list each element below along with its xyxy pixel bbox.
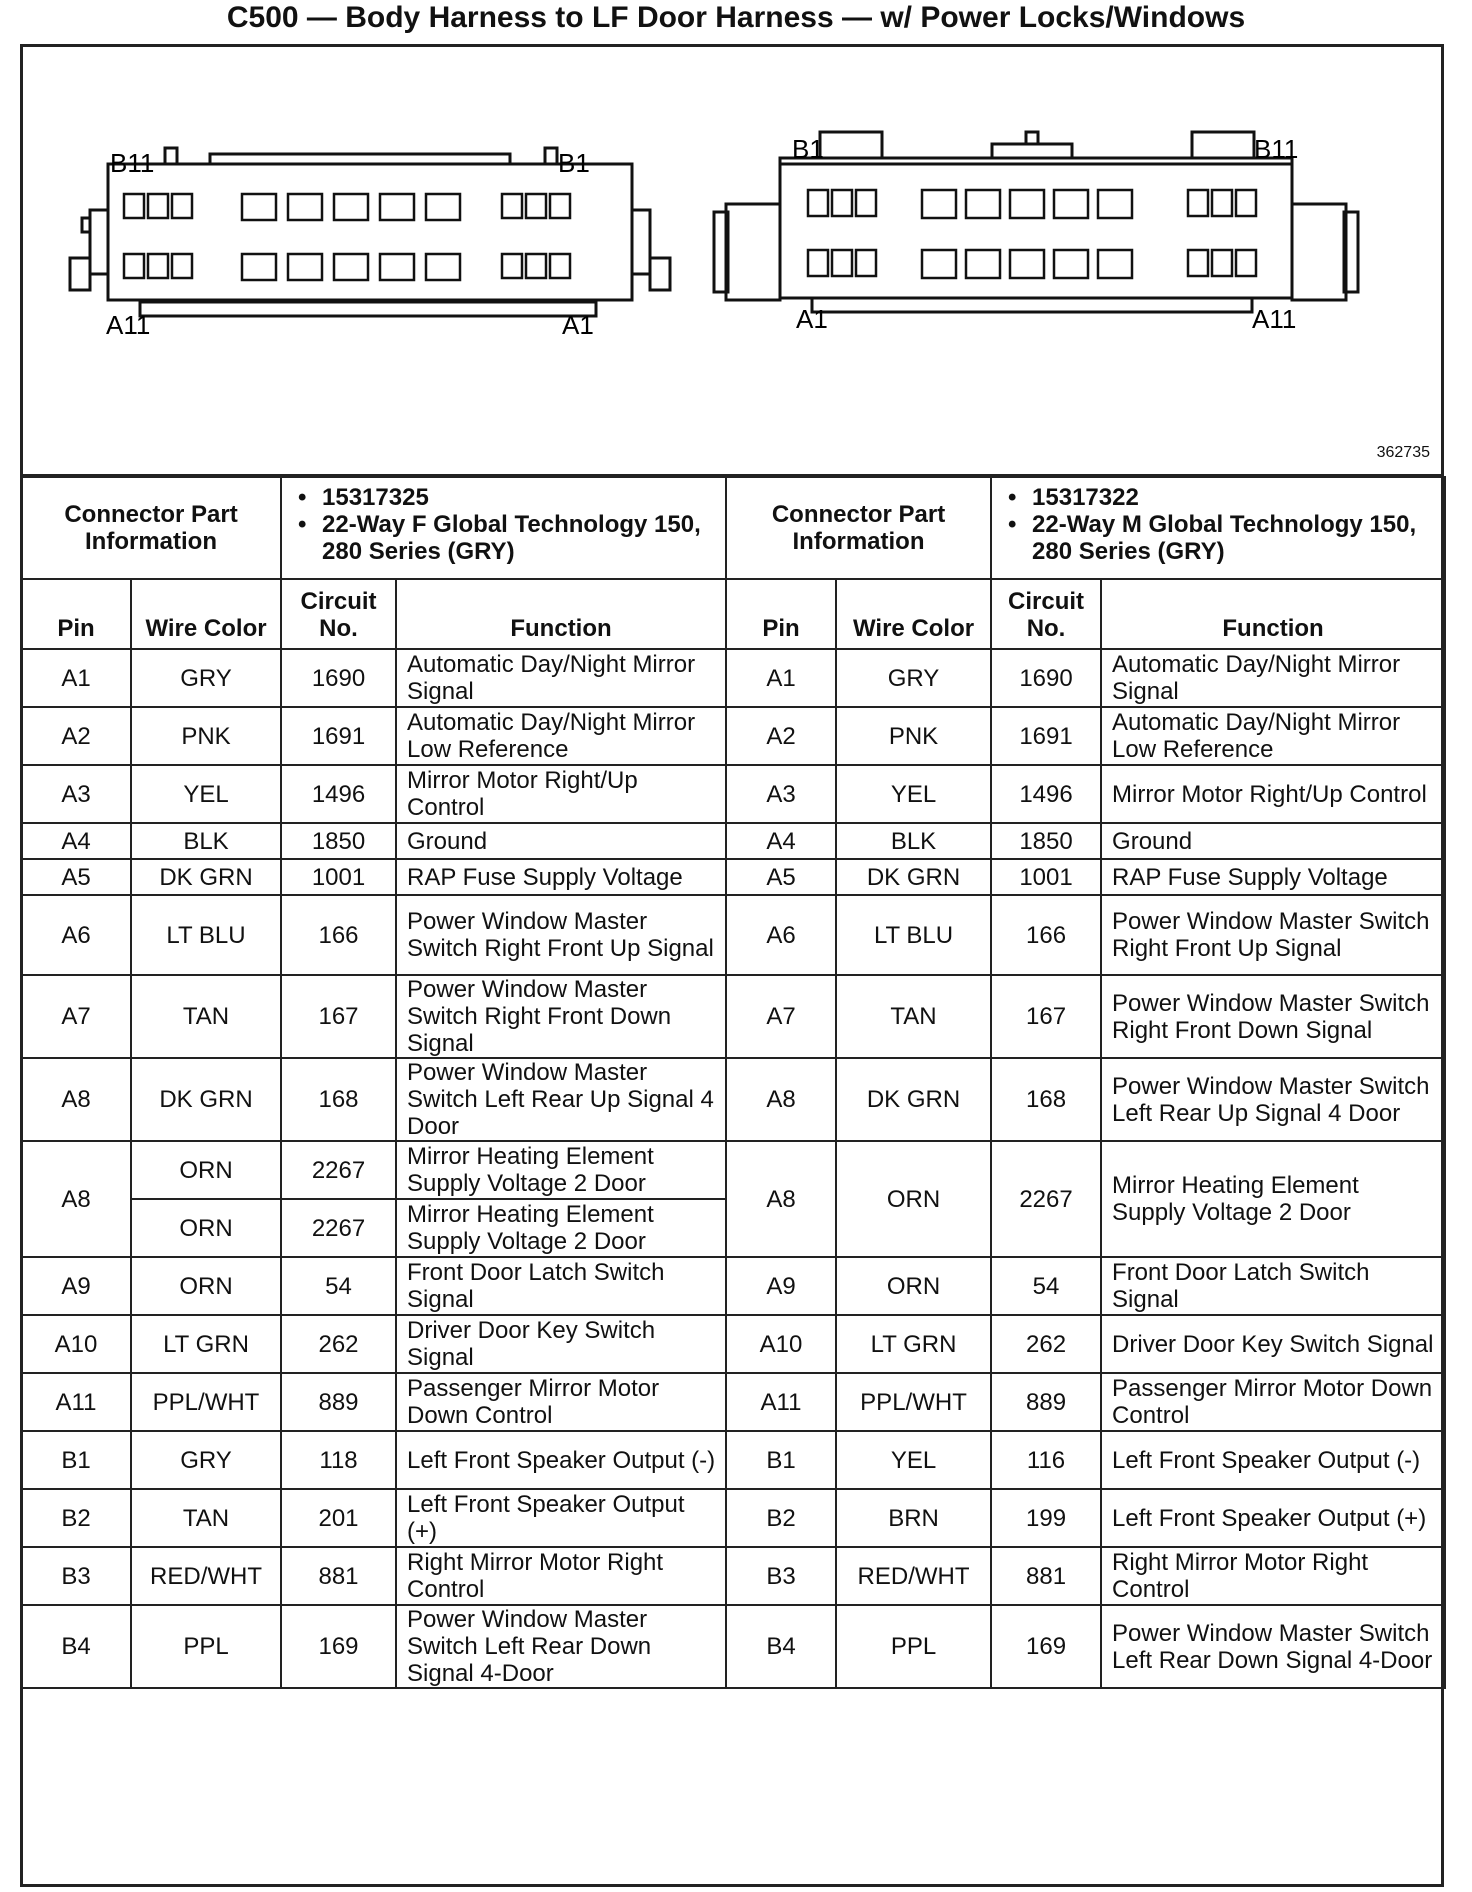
table-row (21, 1431, 1445, 1489)
wire-color-cell-right: ORN (836, 1141, 991, 1257)
fem-label-a1: A1 (562, 310, 594, 340)
circuit-cell: 2267 (281, 1199, 396, 1257)
wire-color-cell-right: BLK (836, 823, 991, 859)
wire-color-cell: GRY (131, 649, 281, 707)
circuit-cell-right: 166 (991, 895, 1101, 975)
circuit-cell-right: 1691 (991, 707, 1101, 765)
pin-cell-right: A1 (726, 649, 836, 707)
cavity (334, 254, 368, 280)
circuit-cell: 1691 (281, 707, 396, 765)
cavity (288, 254, 322, 280)
wire-color-cell: ORN (131, 1257, 281, 1315)
table-row (21, 1489, 1445, 1547)
male-label-b11: B11 (1254, 134, 1299, 164)
table-row (21, 1315, 1445, 1373)
pin-cell: A1 (21, 649, 131, 707)
function-cell: Left Front Speaker Output (-) (396, 1431, 726, 1489)
wire-color-cell: YEL (131, 765, 281, 823)
header-wire-color: Wire Color (131, 579, 281, 649)
circuit-cell: 201 (281, 1489, 396, 1547)
circuit-cell: 1850 (281, 823, 396, 859)
wire-color-cell: ORN (131, 1199, 281, 1257)
function-cell: Left Front Speaker Output (+) (396, 1489, 726, 1547)
circuit-cell: 1690 (281, 649, 396, 707)
cavity (1010, 250, 1044, 278)
wire-color-cell: TAN (131, 975, 281, 1058)
circuit-cell: 262 (281, 1315, 396, 1373)
male-label-b1: B1 (792, 134, 824, 164)
cavity (124, 194, 144, 218)
circuit-cell: 2267 (281, 1141, 396, 1199)
pin-cell: A3 (21, 765, 131, 823)
cavity (550, 254, 570, 278)
header-pin: Pin (21, 579, 131, 649)
function-cell-right: Front Door Latch Switch Signal (1101, 1257, 1445, 1315)
function-cell: Ground (396, 823, 726, 859)
fem-label-a11: A11 (106, 310, 151, 340)
cavity (1098, 250, 1132, 278)
table-row (21, 823, 1445, 859)
function-cell-right: Right Mirror Motor Right Control (1101, 1547, 1445, 1605)
pin-cell: B4 (21, 1605, 131, 1688)
pin-cell: B2 (21, 1489, 131, 1547)
header-function: Function (396, 579, 726, 649)
wire-color-cell: TAN (131, 1489, 281, 1547)
wire-color-cell: RED/WHT (131, 1547, 281, 1605)
header-pin-right: Pin (726, 579, 836, 649)
circuit-cell-right: 262 (991, 1315, 1101, 1373)
cavity (856, 190, 876, 216)
function-cell-right: Driver Door Key Switch Signal (1101, 1315, 1445, 1373)
pin-cell-right: A7 (726, 975, 836, 1058)
function-cell-right: Automatic Day/Night Mirror Low Reference (1101, 707, 1445, 765)
cavity (1188, 190, 1208, 216)
function-cell: Power Window Master Switch Left Rear Up Signal 4 Door (396, 1058, 726, 1141)
pin-cell: A5 (21, 859, 131, 895)
male-part-number: • 15317322 (1032, 484, 1438, 511)
wire-color-cell: DK GRN (131, 859, 281, 895)
pin-cell: A6 (21, 895, 131, 975)
function-cell: Mirror Heating Element Supply Voltage 2 Door (396, 1199, 726, 1257)
wire-color-cell-right: PPL/WHT (836, 1373, 991, 1431)
circuit-cell: 166 (281, 895, 396, 975)
connector-info-female (281, 477, 726, 579)
cavity (288, 194, 322, 220)
pin-cell-right: A8 (726, 1058, 836, 1141)
pin-cell: A8 (21, 1058, 131, 1141)
pin-cell-right: A3 (726, 765, 836, 823)
wire-color-cell-right: DK GRN (836, 1058, 991, 1141)
wire-color-cell: ORN (131, 1141, 281, 1199)
cavity (148, 254, 168, 278)
pin-cell-right: A5 (726, 859, 836, 895)
male-cavities (808, 190, 1256, 278)
wire-color-cell-right: LT GRN (836, 1315, 991, 1373)
circuit-cell: 1496 (281, 765, 396, 823)
header-circuit-right: Circuit No. (991, 579, 1101, 649)
function-cell-right: Automatic Day/Night Mirror Signal (1101, 649, 1445, 707)
cavity (172, 194, 192, 218)
function-cell-right: Left Front Speaker Output (-) (1101, 1431, 1445, 1489)
cavity (334, 194, 368, 220)
cavity (922, 190, 956, 218)
connector-info-male (991, 477, 1445, 579)
function-cell-right: Mirror Motor Right/Up Control (1101, 765, 1445, 823)
cavity (1188, 250, 1208, 276)
wire-color-cell-right: RED/WHT (836, 1547, 991, 1605)
pin-cell-right: B4 (726, 1605, 836, 1688)
function-cell-right: Ground (1101, 823, 1445, 859)
cavity (832, 190, 852, 216)
cavity (1054, 250, 1088, 278)
connector-info-row (21, 477, 1445, 579)
wire-color-cell-right: DK GRN (836, 859, 991, 895)
header-row (21, 579, 1445, 649)
cavity (1212, 190, 1232, 216)
circuit-cell-right: 199 (991, 1489, 1101, 1547)
pin-cell: A7 (21, 975, 131, 1058)
female-cavities (124, 194, 570, 280)
pin-cell-right: A4 (726, 823, 836, 859)
pin-cell-right: B1 (726, 1431, 836, 1489)
circuit-cell: 168 (281, 1058, 396, 1141)
connector-drawing (20, 44, 1444, 476)
circuit-cell-right: 116 (991, 1431, 1101, 1489)
table-row (21, 1058, 1445, 1141)
wire-color-cell-right: PNK (836, 707, 991, 765)
pin-cell-right: A8 (726, 1141, 836, 1257)
wire-color-cell-right: ORN (836, 1257, 991, 1315)
circuit-cell: 167 (281, 975, 396, 1058)
cavity (502, 194, 522, 218)
fem-label-b1: B1 (558, 148, 590, 178)
cavity (1236, 250, 1256, 276)
function-cell: Power Window Master Switch Right Front Up Signal (396, 895, 726, 975)
function-cell-right: Mirror Heating Element Supply Voltage 2 Door (1101, 1141, 1445, 1257)
cavity (426, 254, 460, 280)
cavity (808, 190, 828, 216)
wire-color-cell: GRY (131, 1431, 281, 1489)
function-cell: Power Window Master Switch Right Front Down Signal (396, 975, 726, 1058)
header-function-right: Function (1101, 579, 1445, 649)
figure-id: 362735 (1376, 444, 1430, 461)
circuit-cell-right: 1001 (991, 859, 1101, 895)
cavity (1054, 190, 1088, 218)
male-description: • 22-Way M Global Technology 150, 280 Series (GRY) (1032, 511, 1438, 565)
cavity (502, 254, 522, 278)
wire-color-cell-right: YEL (836, 1431, 991, 1489)
pin-cell-right: B2 (726, 1489, 836, 1547)
circuit-cell: 881 (281, 1547, 396, 1605)
pin-cell-right: A2 (726, 707, 836, 765)
circuit-cell: 54 (281, 1257, 396, 1315)
circuit-cell-right: 54 (991, 1257, 1101, 1315)
function-cell-right: Power Window Master Switch Left Rear Up Signal 4 Door (1101, 1058, 1445, 1141)
pin-cell: A11 (21, 1373, 131, 1431)
female-description: • 22-Way F Global Technology 150, 280 Series (GRY) (322, 511, 719, 565)
cavity (242, 254, 276, 280)
table-row (21, 1373, 1445, 1431)
circuit-cell-right: 168 (991, 1058, 1101, 1141)
circuit-cell: 169 (281, 1605, 396, 1688)
cavity (966, 250, 1000, 278)
wire-color-cell: LT GRN (131, 1315, 281, 1373)
cavity (172, 254, 192, 278)
cavity (856, 250, 876, 276)
pin-cell-right: A9 (726, 1257, 836, 1315)
circuit-cell-right: 167 (991, 975, 1101, 1058)
pin-cell-right: A10 (726, 1315, 836, 1373)
wire-color-cell-right: LT BLU (836, 895, 991, 975)
circuit-cell-right: 1496 (991, 765, 1101, 823)
circuit-cell: 1001 (281, 859, 396, 895)
cavity (1010, 190, 1044, 218)
cavity (380, 194, 414, 220)
page-title: C500 — Body Harness to LF Door Harness — w/ Power Locks/Windows (226, 1, 1246, 34)
cavity (808, 250, 828, 276)
pinout-table (20, 476, 1446, 1689)
function-cell-right: Passenger Mirror Motor Down Control (1101, 1373, 1445, 1431)
wire-color-cell: PNK (131, 707, 281, 765)
function-cell: Driver Door Key Switch Signal (396, 1315, 726, 1373)
function-cell: Power Window Master Switch Left Rear Down Signal 4-Door (396, 1605, 726, 1688)
cavity (1236, 190, 1256, 216)
wire-color-cell-right: PPL (836, 1605, 991, 1688)
function-cell: Passenger Mirror Motor Down Control (396, 1373, 726, 1431)
pin-cell: A2 (21, 707, 131, 765)
cavity (526, 254, 546, 278)
function-cell-right: Power Window Master Switch Right Front Down Signal (1101, 975, 1445, 1058)
cavity (922, 250, 956, 278)
function-cell-right: Power Window Master Switch Left Rear Down Signal 4-Door (1101, 1605, 1445, 1688)
pinout-body (21, 477, 1445, 1688)
cavity (426, 194, 460, 220)
wire-color-cell-right: TAN (836, 975, 991, 1058)
function-cell-right: RAP Fuse Supply Voltage (1101, 859, 1445, 895)
wire-color-cell: LT BLU (131, 895, 281, 975)
table-row (21, 765, 1445, 823)
male-label-a11: A11 (1252, 304, 1297, 334)
function-cell: Front Door Latch Switch Signal (396, 1257, 726, 1315)
pin-cell-right: B3 (726, 1547, 836, 1605)
pin-cell: A4 (21, 823, 131, 859)
function-cell: Mirror Motor Right/Up Control (396, 765, 726, 823)
wire-color-cell: PPL (131, 1605, 281, 1688)
circuit-cell-right: 1850 (991, 823, 1101, 859)
circuit-cell: 889 (281, 1373, 396, 1431)
function-cell: Automatic Day/Night Mirror Low Reference (396, 707, 726, 765)
circuit-cell-right: 169 (991, 1605, 1101, 1688)
cavity (124, 254, 144, 278)
function-cell-right: Power Window Master Switch Right Front Up Signal (1101, 895, 1445, 975)
connector-info-label-left: Connector Part Information (21, 477, 281, 579)
circuit-cell-right: 2267 (991, 1141, 1101, 1257)
cavity (242, 194, 276, 220)
wire-color-cell-right: BRN (836, 1489, 991, 1547)
cavity (1098, 190, 1132, 218)
male-label-a1: A1 (796, 304, 828, 334)
pin-cell-right: A6 (726, 895, 836, 975)
table-row (21, 1605, 1445, 1688)
header-wire-color-right: Wire Color (836, 579, 991, 649)
cavity (526, 194, 546, 218)
circuit-cell: 118 (281, 1431, 396, 1489)
table-row (21, 1141, 1445, 1199)
table-row (21, 895, 1445, 975)
function-cell-right: Left Front Speaker Output (+) (1101, 1489, 1445, 1547)
circuit-cell-right: 881 (991, 1547, 1101, 1605)
cavity (148, 194, 168, 218)
circuit-cell-right: 889 (991, 1373, 1101, 1431)
cavity (966, 190, 1000, 218)
table-row (21, 649, 1445, 707)
wire-color-cell: PPL/WHT (131, 1373, 281, 1431)
circuit-cell-right: 1690 (991, 649, 1101, 707)
pin-cell: B3 (21, 1547, 131, 1605)
fem-label-b11: B11 (110, 148, 155, 178)
wire-color-cell-right: GRY (836, 649, 991, 707)
function-cell: Automatic Day/Night Mirror Signal (396, 649, 726, 707)
wire-color-cell: BLK (131, 823, 281, 859)
pin-cell: A10 (21, 1315, 131, 1373)
pin-cell-right: A11 (726, 1373, 836, 1431)
wire-color-cell-right: YEL (836, 765, 991, 823)
table-row (21, 707, 1445, 765)
pin-cell: A9 (21, 1257, 131, 1315)
female-part-number: • 15317325 (322, 484, 719, 511)
wire-color-cell: DK GRN (131, 1058, 281, 1141)
cavity (832, 250, 852, 276)
cavity (380, 254, 414, 280)
function-cell: RAP Fuse Supply Voltage (396, 859, 726, 895)
table-row (21, 1257, 1445, 1315)
connector-info-label-right: Connector Part Information (726, 477, 991, 579)
function-cell: Right Mirror Motor Right Control (396, 1547, 726, 1605)
function-cell: Mirror Heating Element Supply Voltage 2 Door (396, 1141, 726, 1199)
connector-diagram (20, 44, 1444, 476)
table-row (21, 975, 1445, 1058)
pin-cell: B1 (21, 1431, 131, 1489)
header-circuit: Circuit No. (281, 579, 396, 649)
pin-cell: A8 (21, 1141, 131, 1257)
table-row (21, 859, 1445, 895)
table-row (21, 1547, 1445, 1605)
cavity (550, 194, 570, 218)
cavity (1212, 250, 1232, 276)
